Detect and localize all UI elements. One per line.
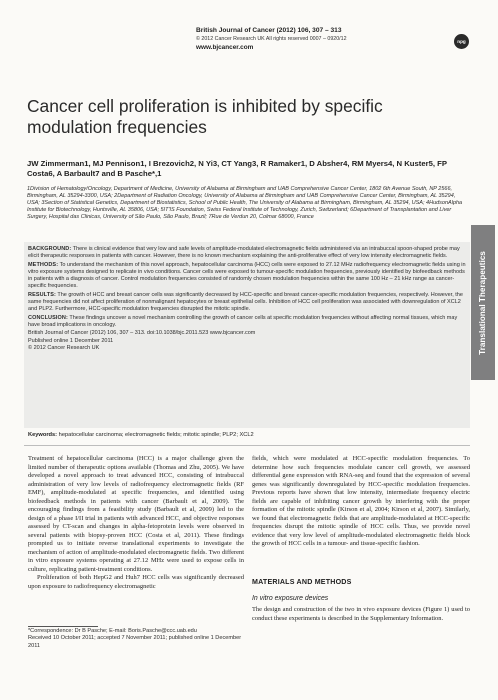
section-side-tab-label: Translational Therapeutics	[478, 251, 487, 355]
abstract-background-text: There is clinical evidence that very low and safe levels of amplitude-modulated electromagnetic fields administered via an intrabuccal spoon-shaped probe may elicit therapeutic responses in patients with cancer. However, there is no known mechanism explaining the anti-proliferative effect of very low intensity electromagnetic fields.	[28, 246, 460, 260]
body-paragraph: Treatment of hepatocellular carcinoma (HCC) is a major challenge given the limited number of therapeutic options available (Thomas and Zhu, 2005). We have developed a novel approach to treat advanced HCC, consisting of intrabuccal administration of very low levels of radiofrequency electromagnetic fields (RF EMF), amplitude-modulated at specific frequencies, and identified using biofeedback methods in patients with cancer (Barbault et al, 2009). The encouraging findings from a feasibility study (Barbault et al, 2009) led to the design of a phase I/II trial in patients with advanced HCC, and objective responses assessed by CT-scan and changes in alpha-fetoprotein levels were observed in several patients with biopsy-proven HCC (Costa et al, 2011). These findings prompted us to initiate reverse translational experiments to investigate the mechanism of action of amplitude-modulated electromagnetic fields. Two different in vitro exposure systems operating at 27.12 MHz were used to expose cells in culture, replicating patient-treatment conditions.	[28, 455, 244, 573]
abstract-citation: British Journal of Cancer (2012) 106, 307 – 313. doi:10.1038/bjc.2011.523 www.bjcancer.com	[28, 330, 256, 337]
footnote	[28, 628, 244, 650]
article-title: Cancer cell proliferation is inhibited by specific modulation frequencies	[27, 96, 383, 137]
abstract-conclusion	[28, 315, 466, 330]
keywords-text: hepatocellular carcinoma; electromagnetic fields; mitotic spindle; PLP2; XCL2	[58, 432, 254, 438]
affiliations: 1Division of Hematology/Oncology, Department of Medicine, University of Alabama at Birmingham and UAB Comprehensive Cancer Center, 1802 6th Avenue South, NP 2566, Birmingham, AL 35294-3300, USA; 2Department of Radiation Oncology, University of Alabama at Birmingham and UAB Comprehensive Cancer Center, Birmingham, AL 35294, USA; 3Section of Statistical Genetics, Department of Biostatistics, School of Public Health, The University of Alabama at Birmingham, Birmingham, AL 35294, USA; 4HudsonAlpha Institute for Biotechnology, Huntsville, AL 35806, USA; 5IT'IS Foundation, Swiss Federal Institute of Technology, Zurich, Switzerland; 6Department of Transplantation and Liver Surgery, Hospital das Clinicas, University of São Paulo, São Paulo, Brazil; 7Rue de Verdun 20, Colmar 68000, France	[27, 186, 463, 221]
abstract-conclusion-text: These findings uncover a novel mechanism controlling the growth of cancer cells at specific modulation frequencies without affecting normal tissues, which may have broad implications in oncology.	[28, 314, 458, 328]
body-left-column	[28, 455, 244, 591]
published-date: Published online 1 December 2011	[28, 337, 114, 344]
abstract-methods	[28, 262, 466, 291]
body-paragraph: fields, which were modulated at HCC-specific modulation frequencies. To determine how such frequencies modulate cancer cell growth, we assessed differential gene expression with RNA-seq and found that the expression of several genes was significantly downregulated by HCC-specific modulation frequencies. Previous reports have shown that low intensity, intermediate frequency electric fields are capable of inhibiting cancer growth by interfering with the proper formation of the mitotic spindle (Kirson et al, 2004; Kirson et al, 2007). Similarly, we found that electromagnetic fields that are amplitude-modulated at HCC-specific frequencies disrupt the mitotic spindle of HCC cells. Thus, we provide novel evidence that very low level of amplitude-modulated electromagnetic fields block the growth of HCC cells in a tumour- and tissue-specific fashion.	[252, 455, 470, 547]
abstract-methods-label: METHODS:	[28, 261, 59, 268]
journal-header	[196, 27, 442, 52]
abstract	[28, 246, 466, 352]
abstract-copyright: © 2012 Cancer Research UK	[28, 344, 100, 351]
body-paragraph: Proliferation of both HepG2 and Huh7 HCC cells was significantly decreased upon exposure to radiofrequency electromagnetic	[28, 574, 244, 590]
abstract-conclusion-label: CONCLUSION:	[28, 314, 68, 321]
received-note: Received 10 October 2011; accepted 7 November 2011; published online 1 December 2011	[28, 635, 242, 649]
section-heading-methods: MATERIALS AND METHODS	[252, 578, 352, 586]
author-list: JW Zimmerman1, MJ Pennison1, I Brezovich2, N Yi3, CT Yang3, R Ramaker1, D Absher4, RM Myers4, N Kuster5, FP Costa6, A Barbault7 and B Pasche*,1	[27, 159, 447, 179]
abstract-results-label: RESULTS:	[28, 291, 56, 298]
journal-citation: British Journal of Cancer (2012) 106, 307 – 313	[196, 27, 342, 34]
abstract-background-label: BACKGROUND:	[28, 246, 72, 252]
abstract-background	[28, 246, 466, 261]
correspondence-note: *Correspondence: Dr B Pasche; E-mail: Boris.Pasche@ccc.uab.edu	[28, 628, 197, 634]
footnote-divider	[28, 626, 98, 627]
journal-url-link[interactable]: www.bjcancer.com	[196, 43, 254, 51]
keywords	[28, 432, 468, 440]
divider	[24, 445, 470, 446]
body-right-column	[252, 455, 470, 549]
abstract-results-text: The growth of HCC and breast cancer cells was significantly decreased by HCC-specific and breast cancer-specific modulation frequencies, respectively. However, the same frequencies did not affect proliferation of nonmalignant hepatocytes or breast epithelial cells. Inhibition of HCC cell proliferation was associated with downregulation of XCL2 and PLP2. Furthermore, HCC-specific modulation frequencies disrupted the mitotic spindle.	[28, 291, 463, 313]
abstract-results	[28, 292, 466, 314]
npg-logo-icon: npg	[454, 34, 469, 49]
abstract-methods-text: To understand the mechanism of this novel approach, hepatocellular carcinoma (HCC) cells were exposed to 27.12 MHz radiofrequency electromagnetic fields using in vitro exposure systems designed to replicate in vivo conditions. Cancer cells were exposed to tumour-specific modulation frequencies, previously identified by biofeedback methods in patients with a diagnosis of cancer. Control modulation frequencies consisted of randomly chosen modulation frequencies within the same 100 Hz – 21 kHz range as cancer-specific frequencies.	[28, 261, 466, 290]
journal-copyright: © 2012 Cancer Research UK All rights reserved 0007 – 0920/12	[196, 35, 347, 42]
subsection-heading: In vitro exposure devices	[252, 595, 329, 602]
methods-paragraph: The design and construction of the two in vivo exposure devices (Figure 1) used to conduct these experiments is described in the Supplementary Information.	[252, 606, 470, 622]
keywords-label: Keywords:	[28, 432, 58, 438]
